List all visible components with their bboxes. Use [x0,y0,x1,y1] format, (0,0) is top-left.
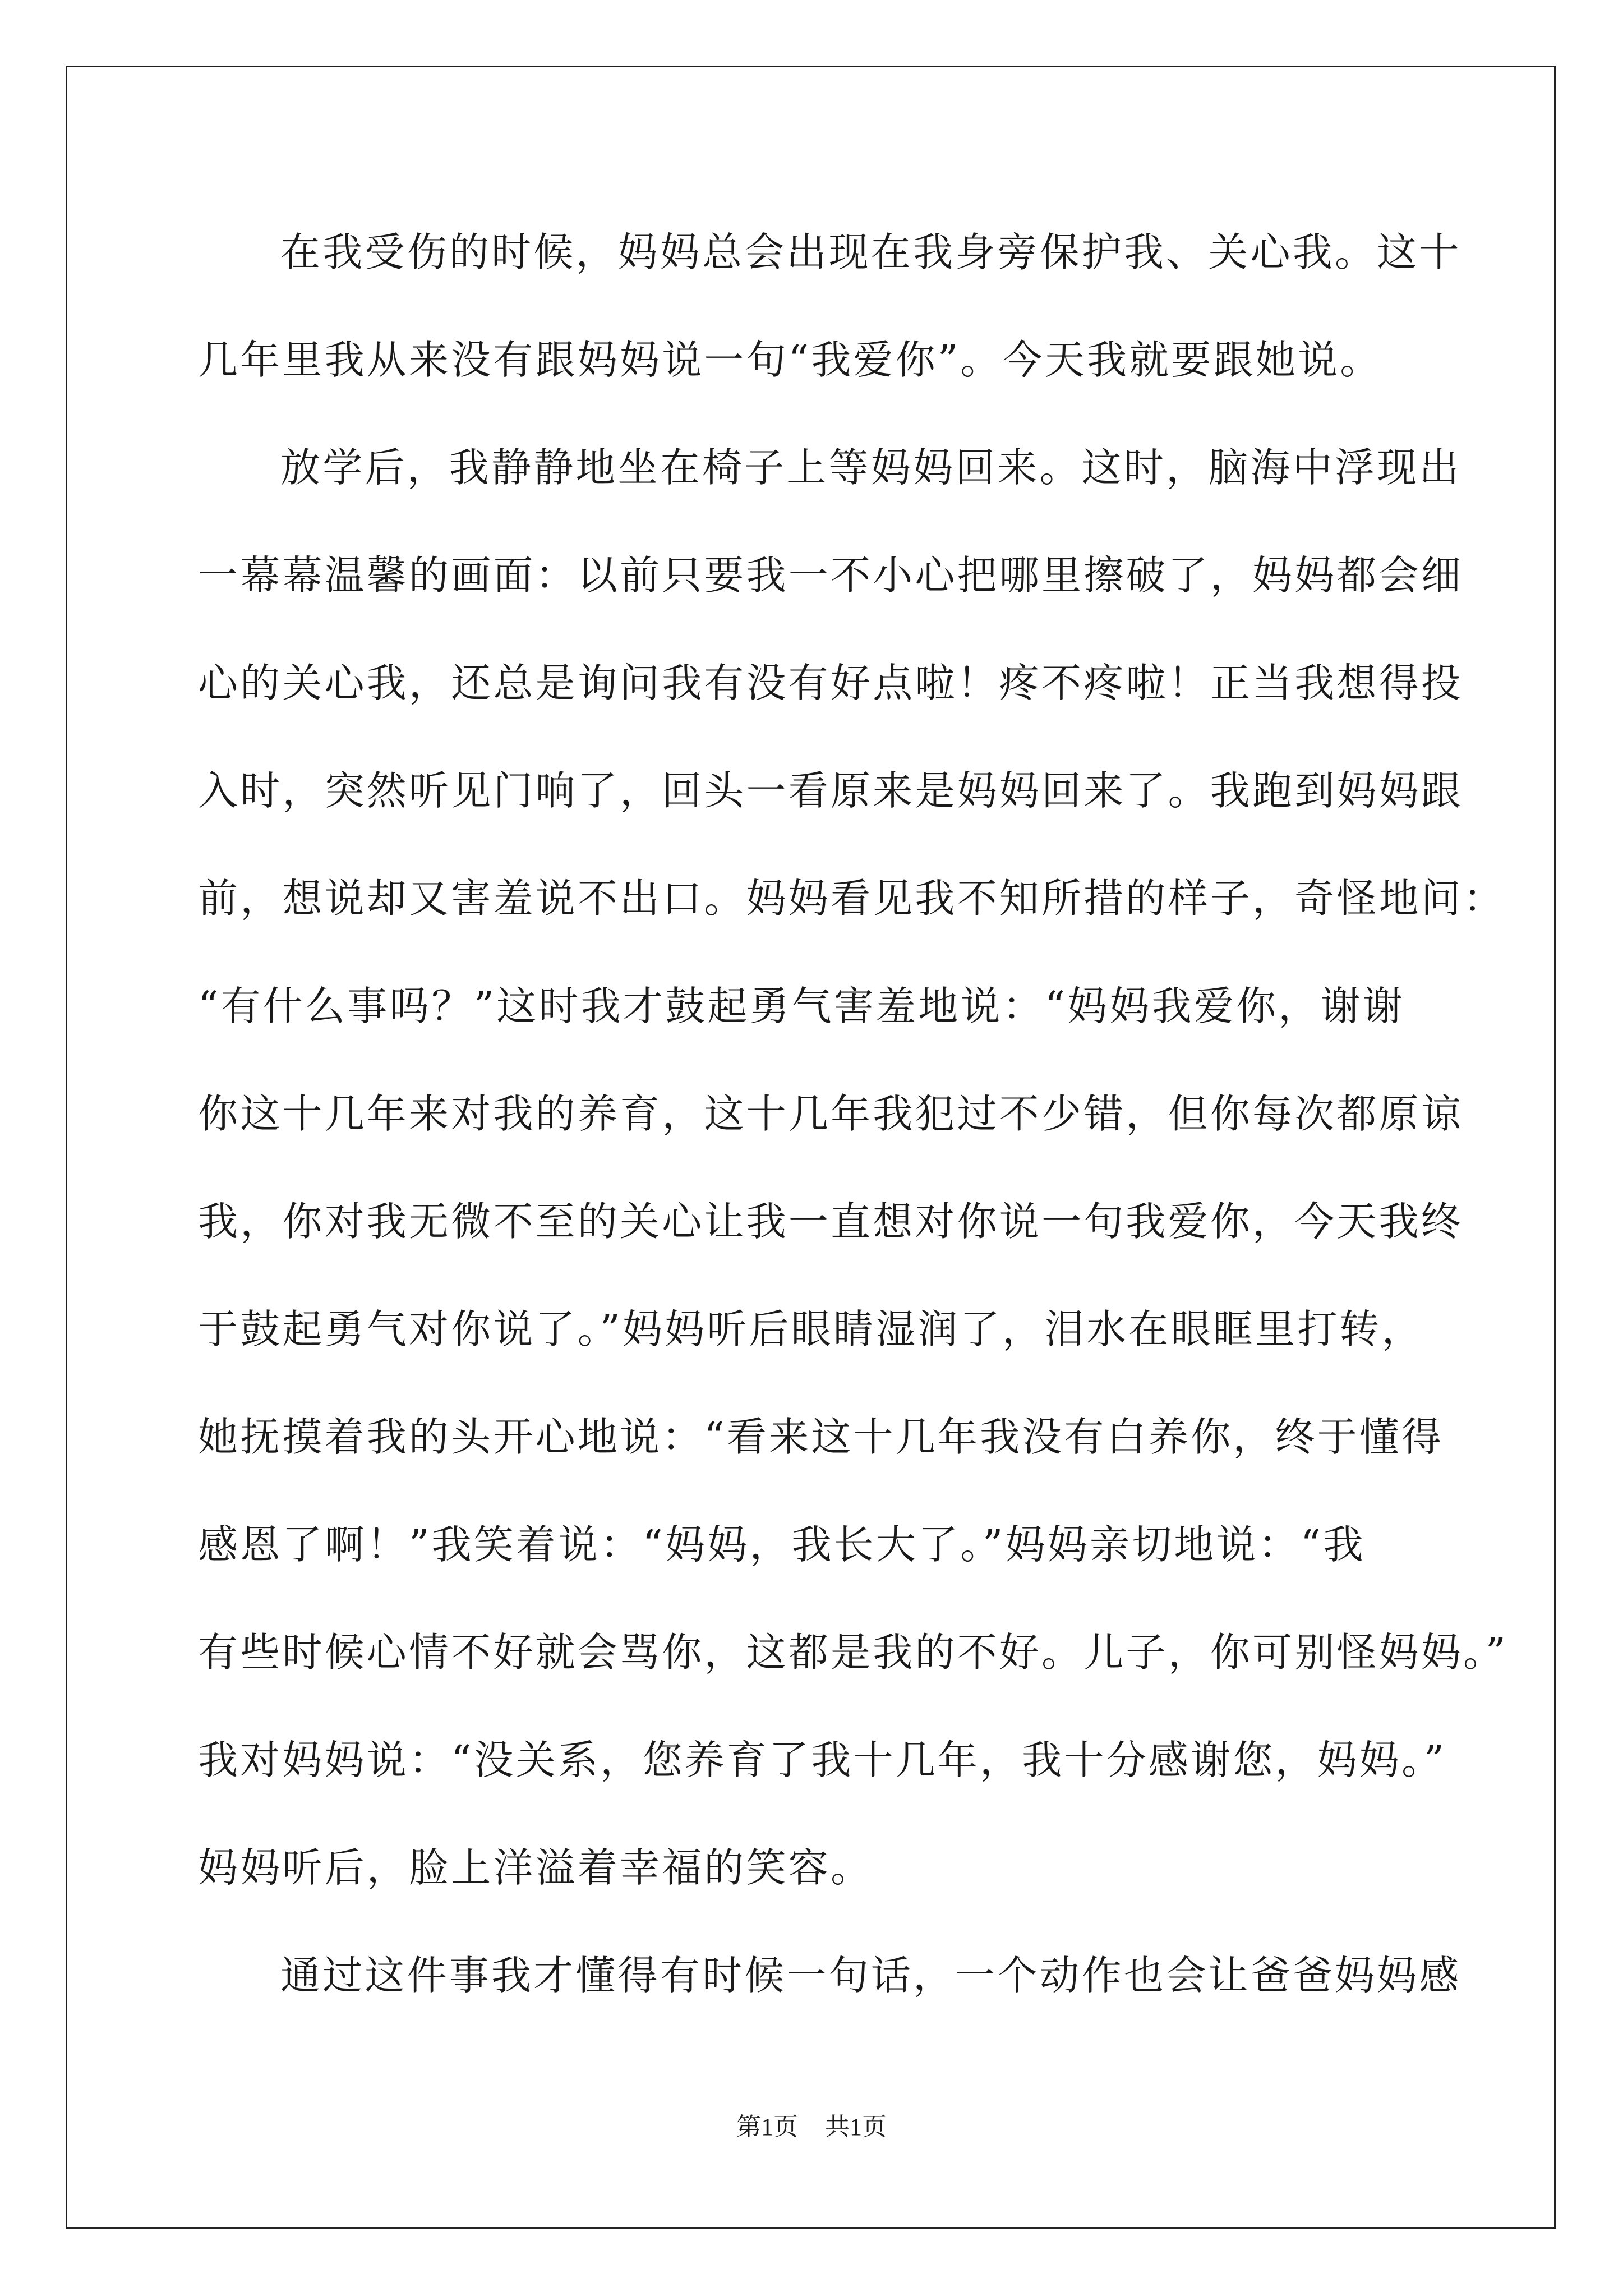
page-border [66,66,1556,2229]
paragraph-2-line-7: 你这十几年来对我的养育，这十几年我犯过不少错，但你每次都原谅 [198,1091,1464,1137]
paragraph-2-line-8: 我，你对我无微不至的关心让我一直想对你说一句我爱你，今天我终 [198,1198,1464,1245]
page-number-current: 第1页 [736,2113,798,2141]
paragraph-2-line-13: 我对妈妈说：“没关系，您养育了我十几年，我十分感谢您，妈妈。” [198,1737,1447,1783]
paragraph-2-line-4: 入时，突然听见门响了，回头一看原来是妈妈回来了。我跑到妈妈跟 [198,767,1464,814]
paragraph-2-line-3: 心的关心我，还总是询问我有没有好点啦！疼不疼啦！正当我想得投 [198,660,1464,706]
paragraph-1-line-2: 几年里我从来没有跟妈妈说一句“我爱你”。今天我就要跟她说。 [198,337,1382,383]
paragraph-2-line-6: “有什么事吗？”这时我才鼓起勇气害羞地说：“妈妈我爱你，谢谢 [198,983,1405,1029]
paragraph-2-line-14: 妈妈听后，脸上洋溢着幸福的笑容。 [198,1844,873,1891]
paragraph-2-line-5: 前，想说却又害羞说不出口。妈妈看见我不知所措的样子，奇怪地问： [198,875,1506,922]
paragraph-3-line-1: 通过这件事我才懂得有时候一句话，一个动作也会让爸爸妈妈感 [280,1952,1461,1999]
page-footer [0,2110,1623,2144]
page-number-total: 共1页 [825,2113,887,2141]
paragraph-2-line-11: 感恩了啊！”我笑着说：“妈妈，我长大了。”妈妈亲切地说：“我 [198,1521,1366,1568]
paragraph-2-line-12: 有些时候心情不好就会骂你，这都是我的不好。儿子，你可别怪妈妈。” [198,1629,1509,1676]
paragraph-2-line-10: 她抚摸着我的头开心地说：“看来这十几年我没有白养你，终于懂得 [198,1414,1444,1460]
paragraph-2-line-1: 放学后，我静静地坐在椅子上等妈妈回来。这时，脑海中浮现出 [280,444,1461,491]
paragraph-1-line-1: 在我受伤的时候，妈妈总会出现在我身旁保护我、关心我。这十 [280,229,1461,275]
paragraph-2-line-2: 一幕幕温馨的画面：以前只要我一不小心把哪里擦破了，妈妈都会细 [198,552,1464,599]
paragraph-2-line-9: 于鼓起勇气对你说了。”妈妈听后眼睛湿润了，泪水在眼眶里打转， [198,1306,1424,1352]
